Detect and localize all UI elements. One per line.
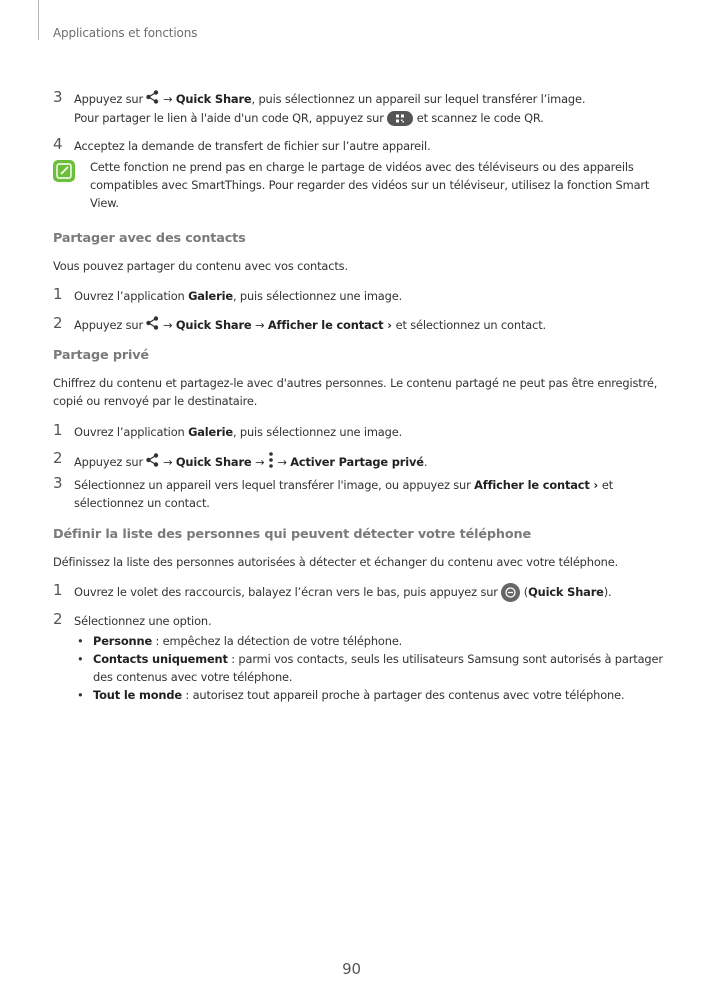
note-pencil-icon [53, 160, 75, 182]
quick-share-label: Quick Share [528, 585, 604, 599]
quick-share-label: Quick Share [175, 455, 252, 469]
afficher-contact-label: Afficher le contact [474, 478, 590, 492]
step-4: 4 Acceptez la demande de transfert de fichier sur l’autre appareil. [53, 135, 431, 153]
step-number: 4 [53, 135, 63, 153]
prive-step-2: 2 Appuyez sur → Quick Share → → Activer Partage privé. [53, 451, 663, 474]
activer-partage-prive-label: Activer Partage privé [290, 455, 424, 469]
detect-intro: Définissez la liste des personnes autorisées à détecter et échanger du contenu avec votre téléphone. [53, 555, 619, 569]
prive-step-3: 3 Sélectionnez un appareil vers lequel transférer l'image, ou appuyez sur Afficher le contact › et sélectionnez un contact. [53, 474, 614, 510]
page-number: 90 [342, 960, 361, 978]
contacts-step-2: 2 Appuyez sur → Quick Share → Afficher le contact › et sélectionnez un contact. [53, 316, 663, 335]
afficher-contact-label: Afficher le contact [267, 318, 384, 332]
quick-share-label: Quick Share [175, 92, 252, 106]
contacts-intro: Vous pouvez partager du contenu avec vos contacts. [53, 259, 348, 273]
detect-step-2: 2 Sélectionnez une option. • Personne : empêchez la détection de votre téléphone. • Contacts uniquement : parmi vos contacts, seuls les utilisateurs Samsung sont autorisés à partager des contenus avec votre téléphone. • Tout le monde : autorisez tout appareil proche à partager des contenus avec votre téléphone. [53, 610, 663, 702]
prive-step-1: 1 Ouvrez l’application Galerie, puis sélectionnez une image. [53, 421, 403, 439]
header-rule [38, 0, 39, 40]
share-icon [146, 90, 159, 109]
contacts-step-1: 1 Ouvrez l’application Galerie, puis sélectionnez une image. [53, 285, 403, 303]
detect-step-1: 1 Ouvrez le volet des raccourcis, balayez l’écran vers le bas, puis appuyez sur (Quick Share). [53, 583, 663, 602]
step-3: 3 Appuyez sur → Quick Share, puis sélectionnez un appareil sur lequel transférer l’image. Pour partager le lien à l'aide d'un code QR, appuyez sur et scannez le code QR. [53, 88, 586, 125]
prive-intro: Chiffrez du contenu et partagez-le avec d'autres personnes. Le contenu partagé ne peut pas être enregistré, copié ou renvoyé par le destinataire. [53, 376, 658, 408]
quick-share-icon [501, 583, 520, 602]
step-number: 2 [53, 314, 63, 332]
step-number: 1 [53, 285, 63, 303]
step-text: Appuyez sur [74, 92, 147, 106]
galerie-label: Galerie [188, 289, 233, 303]
share-icon [146, 316, 159, 335]
section-heading-prive: Partage privé [53, 348, 149, 363]
step-number: 3 [53, 88, 63, 106]
list-item: • Tout le monde : autorisez tout appareil proche à partager des contenus avec votre téléphone. [77, 688, 625, 702]
note-text: Cette fonction ne prend pas en charge le partage de vidéos avec des téléviseurs ou des appareils compatibles avec SmartThings. Pour regarder des vidéos sur un téléviseur, utilisez la fonction Smart View. [90, 160, 650, 210]
section-heading-contacts: Partager avec des contacts [53, 231, 246, 246]
step-number: 1 [53, 581, 63, 599]
quick-share-label: Quick Share [175, 318, 252, 332]
section-heading-detect: Définir la liste des personnes qui peuvent détecter votre téléphone [53, 527, 531, 542]
step-number: 3 [53, 474, 63, 492]
step-number: 1 [53, 421, 63, 439]
qr-code-icon [387, 111, 413, 126]
list-item: • Personne : empêchez la détection de votre téléphone. [77, 634, 403, 648]
list-item: • Contacts uniquement : parmi vos contacts, seuls les utilisateurs Samsung sont autorisés à partager des contenus avec votre téléphone. [77, 652, 663, 684]
share-icon [146, 453, 159, 472]
step-number: 2 [53, 449, 63, 467]
section-header: Applications et fonctions [53, 26, 198, 40]
galerie-label: Galerie [188, 425, 233, 439]
options-list [53, 632, 663, 704]
step-number: 2 [53, 610, 63, 628]
